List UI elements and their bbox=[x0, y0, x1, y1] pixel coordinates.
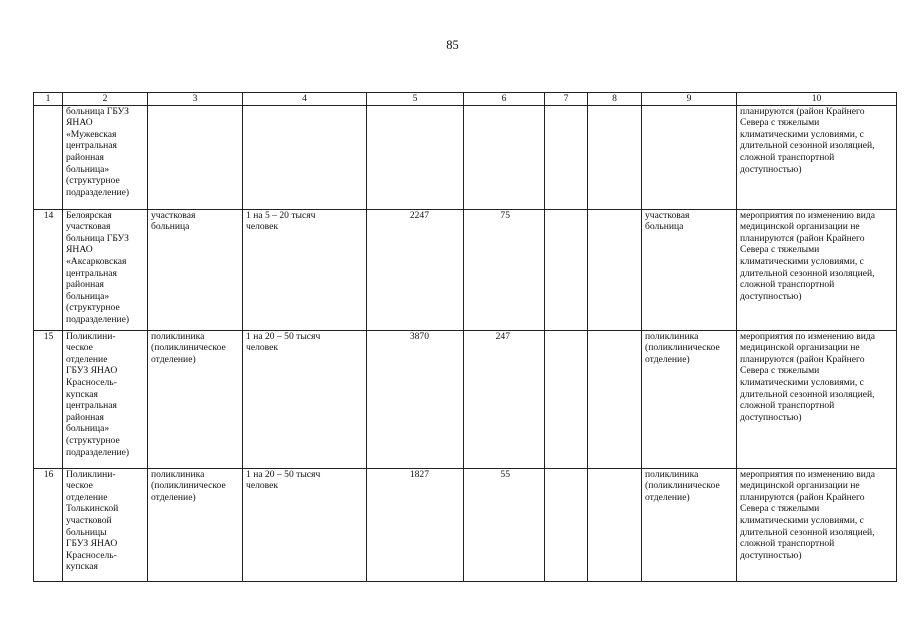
cell-measures: мероприятия по изменению вида медицинской организации не планируются (район Крайнего Севера с тяжелыми климатическими условиями, с длительной сезонной изоляцией, сложной транспортной доступностью) bbox=[737, 468, 897, 581]
cell-facility-type: поликлиника (поликлиническое отделение) bbox=[148, 330, 243, 468]
cell-col8 bbox=[588, 105, 642, 209]
column-header: 10 bbox=[737, 93, 897, 106]
cell-distance: 247 bbox=[464, 330, 545, 468]
cell-number bbox=[34, 105, 63, 209]
column-header: 8 bbox=[588, 93, 642, 106]
cell-norm: 1 на 5 – 20 тысяч человек bbox=[243, 209, 367, 330]
cell-facility-name: Белоярская участковая больница ГБУЗ ЯНАО «Аксарковская центральная районная больница» (структурное подразделение) bbox=[63, 209, 148, 330]
column-header: 3 bbox=[148, 93, 243, 106]
table-row bbox=[34, 209, 897, 330]
cell-facility-name: больница ГБУЗ ЯНАО «Мужевская центральная районная больница» (структурное подразделение) bbox=[63, 105, 148, 209]
cell-number: 16 bbox=[34, 468, 63, 581]
table-header-row bbox=[34, 93, 897, 106]
facilities-table bbox=[33, 92, 897, 582]
column-header: 4 bbox=[243, 93, 367, 106]
cell-col7 bbox=[545, 209, 588, 330]
cell-col7 bbox=[545, 105, 588, 209]
cell-target-type bbox=[642, 105, 737, 209]
column-header: 2 bbox=[63, 93, 148, 106]
cell-number: 14 bbox=[34, 209, 63, 330]
column-header: 7 bbox=[545, 93, 588, 106]
cell-population: 2247 bbox=[367, 209, 464, 330]
cell-facility-type: поликлиника (поликлиническое отделение) bbox=[148, 468, 243, 581]
table-row bbox=[34, 330, 897, 468]
cell-measures: планируются (район Крайнего Севера с тяжелыми климатическими условиями, с длительной сезонной изоляцией, сложной транспортной доступностью) bbox=[737, 105, 897, 209]
cell-target-type: участковая больница bbox=[642, 209, 737, 330]
cell-measures: мероприятия по изменению вида медицинской организации не планируются (район Крайнего Севера с тяжелыми климатическими условиями, с длительной сезонной изоляцией, сложной транспортной доступностью) bbox=[737, 209, 897, 330]
cell-measures: мероприятия по изменению вида медицинской организации не планируются (район Крайнего Севера с тяжелыми климатическими условиями, с длительной сезонной изоляцией, сложной транспортной доступностью) bbox=[737, 330, 897, 468]
cell-facility-name: Поликлини- ческое отделение Толькинской участковой больницы ГБУЗ ЯНАО Красносель- купская bbox=[63, 468, 148, 581]
cell-col8 bbox=[588, 330, 642, 468]
cell-distance: 75 bbox=[464, 209, 545, 330]
cell-col8 bbox=[588, 209, 642, 330]
table-row bbox=[34, 105, 897, 209]
cell-number: 15 bbox=[34, 330, 63, 468]
cell-col7 bbox=[545, 468, 588, 581]
table-body bbox=[34, 93, 897, 582]
column-header: 5 bbox=[367, 93, 464, 106]
cell-col7 bbox=[545, 330, 588, 468]
column-header: 6 bbox=[464, 93, 545, 106]
cell-target-type: поликлиника (поликлиническое отделение) bbox=[642, 468, 737, 581]
cell-norm bbox=[243, 105, 367, 209]
cell-population: 1827 bbox=[367, 468, 464, 581]
column-header: 1 bbox=[34, 93, 63, 106]
table-row bbox=[34, 468, 897, 581]
cell-distance bbox=[464, 105, 545, 209]
cell-norm: 1 на 20 – 50 тысяч человек bbox=[243, 468, 367, 581]
cell-facility-type: участковая больница bbox=[148, 209, 243, 330]
cell-population: 3870 bbox=[367, 330, 464, 468]
page-number: 85 bbox=[446, 38, 459, 52]
cell-facility-type bbox=[148, 105, 243, 209]
cell-population bbox=[367, 105, 464, 209]
cell-target-type: поликлиника (поликлиническое отделение) bbox=[642, 330, 737, 468]
cell-distance: 55 bbox=[464, 468, 545, 581]
cell-col8 bbox=[588, 468, 642, 581]
cell-norm: 1 на 20 – 50 тысяч человек bbox=[243, 330, 367, 468]
column-header: 9 bbox=[642, 93, 737, 106]
cell-facility-name: Поликлини- ческое отделение ГБУЗ ЯНАО Красносель- купская центральная районная больница» (структурное подразделение) bbox=[63, 330, 148, 468]
